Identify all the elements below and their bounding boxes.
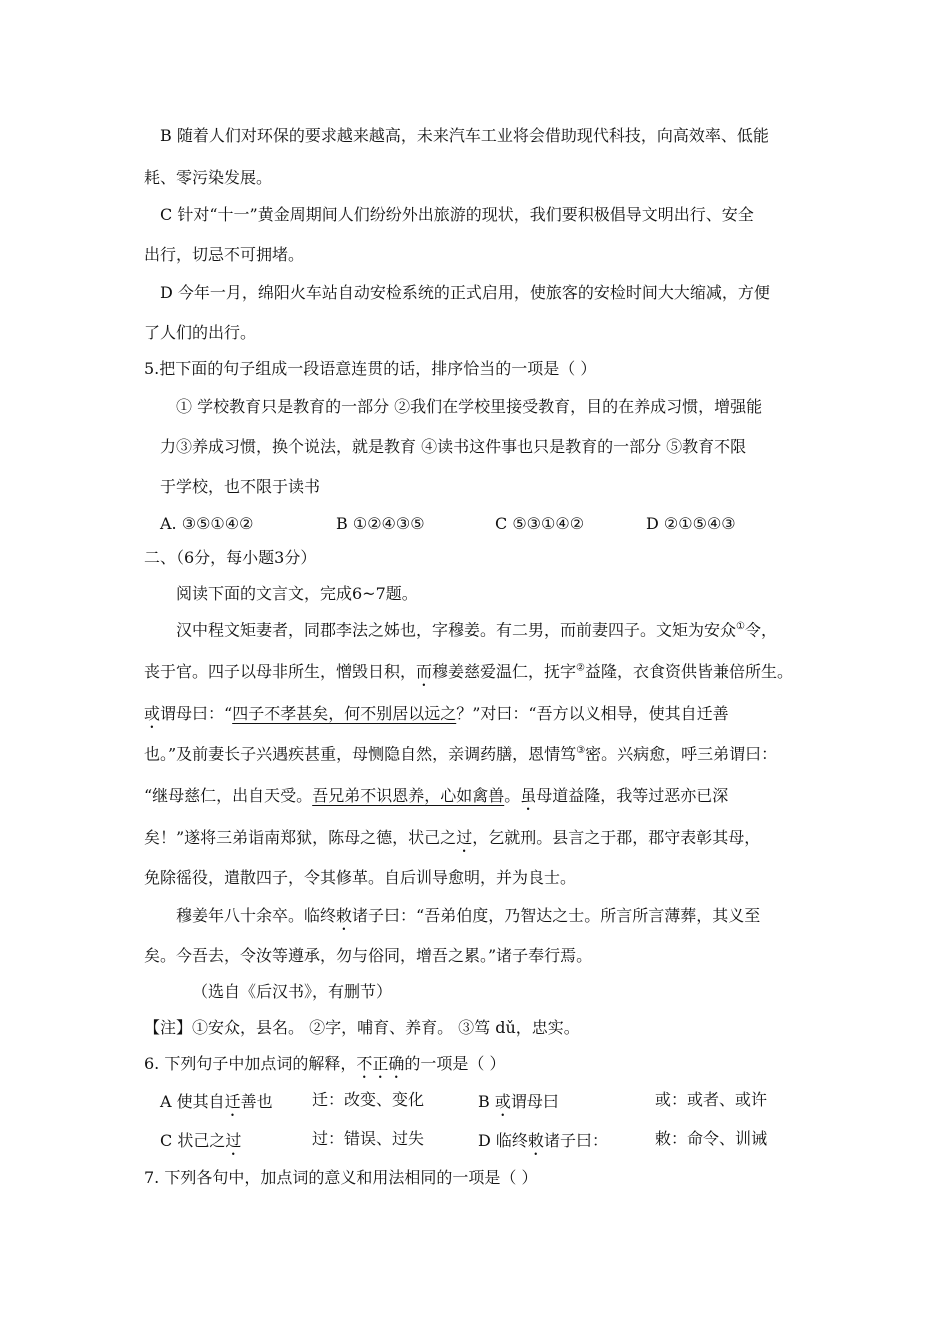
passage-source: （选自《后汉书》，有删节） [192, 982, 393, 1001]
section2-instruction: 阅读下面的文言文，完成6~7题。 [176, 584, 418, 603]
passage-p1-line4: 也。”及前妻长子兴遇疾甚重，母恻隐自然，亲调药膳，恩情笃③密。兴病愈，呼三弟谓曰： [144, 744, 778, 764]
q6-option-b-explanation: 或：或者、或许 [655, 1090, 768, 1109]
q5-line2: 力③养成习惯，换个说法，就是教育 ④读书这件事也只是教育的一部分 ⑤教育不限 [160, 437, 747, 456]
passage-p1-line5: “继母慈仁，出自天受。吾兄弟不识恩养，心如禽兽。虽母道益隆，我等过恶亦已深 [144, 786, 729, 805]
passage-p1-line1: 汉中程文矩妻者，同郡李法之姊也，字穆姜。有二男，而前妻四子。文矩为安众①令， [176, 620, 777, 640]
q6-stem: 6. 下列句子中加点词的解释，不正确的一项是（ ） [144, 1054, 506, 1073]
q4-option-d-line2: 了人们的出行。 [144, 323, 257, 342]
q6-option-a-explanation: 迁：改变、变化 [312, 1090, 425, 1109]
q5-option-d: D ②①⑤④③ [646, 514, 736, 533]
q5-line3: 于学校，也不限于读书 [160, 477, 321, 496]
passage-p1-line2: 丧于官。四子以母非所生，憎毁日积，而穆姜慈爱温仁，抚字②益隆，衣食资供皆兼倍所生。 [144, 662, 794, 681]
q5-option-b: B ①②④③⑤ [336, 514, 425, 533]
q7-stem: 7. 下列各句中，加点词的意义和用法相同的一项是（ ） [144, 1168, 538, 1187]
q6-option-b: B 或谓母曰 [478, 1092, 559, 1111]
passage-p2-line2: 矣。今吾去，令汝等遵承，勿与俗同，增吾之累。”诸子奉行焉。 [144, 946, 593, 965]
section2-heading: 二、（6分，每小题3分） [144, 548, 317, 567]
q4-option-b-line2: 耗、零污染发展。 [144, 168, 273, 187]
q6-option-d-explanation: 敕：命令、训诫 [655, 1129, 768, 1148]
q5-option-c: C ⑤③①④② [495, 514, 585, 533]
q4-option-c-line1: C 针对“十一”黄金周期间人们纷纷外出旅游的现状，我们要积极倡导文明出行、安全 [160, 205, 754, 224]
q4-option-b-line1: B 随着人们对环保的要求越来越高，未来汽车工业将会借助现代科技，向高效率、低能 [160, 126, 769, 145]
q6-option-a: A 使其自迁善也 [160, 1092, 273, 1111]
q5-stem: 5.把下面的句子组成一段语意连贯的话，排序恰当的一项是（ ） [144, 359, 597, 378]
underlined-sentence-1: 四子不孝甚矣，何不别居以远之 [232, 704, 457, 723]
passage-p1-line7: 免除徭役，遣散四子，令其修革。自后训导愈明，并为良士。 [144, 868, 577, 887]
passage-p1-line6: 矣！”遂将三弟诣南郑狱，陈母之德，状己之过，乞就刑。县言之于郡，郡守表彰其母， [144, 828, 761, 847]
q6-option-c-explanation: 过：错误、过失 [312, 1129, 425, 1148]
underlined-sentence-2: 吾兄弟不识恩养，心如禽兽 [312, 786, 505, 805]
q4-option-c-line2: 出行，切忌不可拥堵。 [144, 245, 305, 264]
q6-option-d: D 临终敕诸子曰： [478, 1131, 608, 1150]
passage-p2-line1: 穆姜年八十余卒。临终敕诸子曰：“吾弟伯度，乃智达之士。所言所言薄葬，其义至 [176, 906, 761, 925]
q5-line1: ① 学校教育只是教育的一部分 ②我们在学校里接受教育，目的在养成习惯，增强能 [176, 397, 763, 416]
passage-notes: 【注】①安众，县名。 ②字，哺育、养育。 ③笃 dǔ，忠实。 [144, 1018, 580, 1037]
q5-option-a: A. ③⑤①④② [160, 514, 254, 533]
passage-p1-line3: 或谓母曰：“四子不孝甚矣，何不别居以远之？”对曰：“吾方以义相导，使其自迁善 [144, 704, 729, 723]
q4-option-d-line1: D 今年一月，绵阳火车站自动安检系统的正式启用，使旅客的安检时间大大缩减，方便 [160, 283, 770, 302]
q6-option-c: C 状己之过 [160, 1131, 242, 1150]
